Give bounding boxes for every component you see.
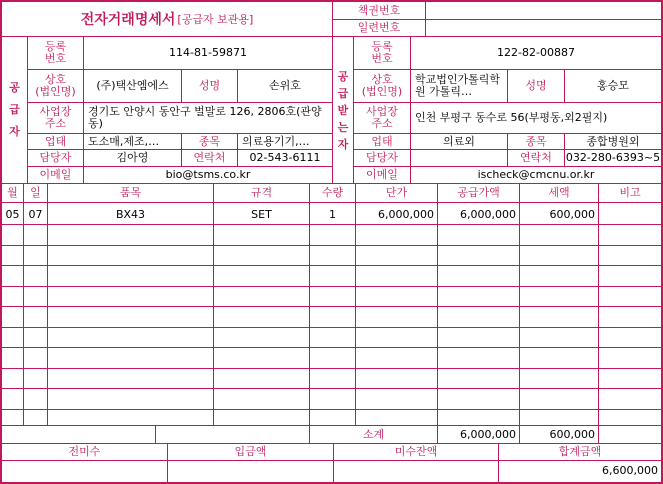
grid-line [27,149,332,150]
col-supply-header: 공급가액 [457,186,500,199]
grid-line [425,0,426,36]
item-qty: 1 [329,207,336,221]
col-tax-header: 세액 [548,186,570,199]
grid-line [0,202,663,203]
grid-line [355,183,356,425]
supplier-name: (주)택산엠에스 [96,79,169,92]
grid-line [353,133,663,134]
receiver-addr-label: 사업장 주소 [366,105,398,130]
supplier-biz-item-label: 종목 [198,134,221,148]
grid-line [353,166,663,167]
unpaid-value [2,461,167,481]
receiver-reg-label: 등록 번호 [371,40,393,65]
item-spec: SET [251,207,272,221]
book-no-label: 책권번호 [357,3,401,17]
receiver-contact-label: 담당자 [366,151,398,164]
receiver-reg-no: 122-82-00887 [497,46,575,59]
supplier-biz-type: 도소매,제조,… [88,134,160,148]
grid-line [353,36,354,183]
deposit-value [168,461,333,481]
grid-line [507,133,508,166]
supplier-contact-label: 담당자 [39,151,72,164]
grid-line [0,265,663,266]
grid-line [353,102,663,103]
item-unit-price: 6,000,000 [378,207,434,221]
receiver-side-label: 공 급 받 는 자 [337,69,349,151]
col-day-header: 일 [30,186,41,199]
serial-no-label: 일련번호 [357,20,401,34]
grid-line [498,443,499,484]
col-product-header: 품목 [119,186,142,199]
receiver-biz-type-label: 업태 [371,134,393,148]
item-product: BX43 [115,207,146,221]
grid-line [519,425,520,443]
grid-line [353,149,663,150]
receiver-phone-label: 연락처 [520,151,552,164]
supplier-phone: 02-543-6111 [249,151,321,164]
receiver-biz-item: 종합병원외 [586,134,640,148]
grid-line [155,425,156,443]
item-supply: 6,000,000 [460,207,516,221]
grid-line [47,183,48,425]
title-text: 전자거래명세서 [80,12,176,28]
serial-no-value [426,19,661,36]
supplier-phone-label: 연락처 [193,151,226,164]
grid-line [332,19,663,20]
col-unit-price-header: 단가 [385,186,408,199]
item-month: 05 [5,207,20,221]
grid-line [353,69,663,70]
receiver-rep-label: 성명 [525,79,547,92]
supplier-addr-label: 사업장 주소 [39,105,72,130]
book-no-value [426,2,661,19]
grid-line [237,133,238,166]
supplier-rep: 손위호 [269,79,301,92]
supplier-biz-type-label: 업태 [44,134,67,148]
receiver-email: ischeck@cmcnu.or.kr [477,168,595,181]
subtotal-supply: 6,000,000 [460,427,516,441]
grid-line [0,183,663,184]
supplier-side-label: 공 급 자 [9,81,20,138]
supplier-reg-no: 114-81-59871 [169,46,247,59]
grid-line [564,133,565,166]
balance-value [334,461,498,481]
grid-line [0,425,663,426]
grid-line [0,443,663,444]
grid-line [309,425,310,443]
grid-line [213,183,214,425]
supplier-email-label: 이메일 [39,168,72,181]
item-note [599,204,661,225]
grid-line [437,425,438,443]
grid-line [564,69,565,102]
grid-line [27,133,332,134]
grid-line [27,36,28,183]
total-value: 6,600,000 [602,464,658,477]
grid-line [332,0,333,184]
grid-line [27,166,332,167]
receiver-address: 인천 부평구 동수로 56(부평동,외2필지) [415,111,608,124]
col-qty-header: 수량 [321,186,344,199]
grid-line [0,327,663,328]
grid-line [437,183,438,425]
subtotal-label: 소계 [362,427,385,441]
grid-line [23,183,24,425]
grid-line [0,245,663,246]
grid-line [83,36,84,183]
item-day: 07 [28,207,43,221]
supplier-biz-item: 의료용기기,… [242,134,310,148]
supplier-email: bio@tsms.co.kr [165,168,251,181]
document-title [2,2,332,36]
col-month-header: 월 [7,186,18,199]
grid-line [333,443,334,484]
grid-line [309,183,310,425]
grid-line [0,460,663,461]
receiver-rep: 홍승모 [597,79,629,92]
total-label: 합계금액 [558,445,602,458]
grid-line [181,133,182,166]
receiver-phone: 032-280-6393~5 [565,151,661,164]
supplier-reg-label: 등록 번호 [44,40,67,65]
grid-line [27,102,332,103]
supplier-contact: 김아영 [116,151,149,164]
subtitle-text: [공급자 보관용] [177,13,254,26]
grid-line [27,69,332,70]
grid-line [0,286,663,287]
receiver-name-label: 상호 (법인명) [361,73,403,98]
grid-line [0,388,663,389]
receiver-biz-item-label: 종목 [525,134,547,148]
grid-line [0,409,663,410]
grid-line [410,36,411,183]
receiver-contact [411,150,507,166]
supplier-rep-label: 성명 [198,79,221,92]
item-tax: 600,000 [549,207,595,221]
grid-line [181,69,182,102]
supplier-address: 경기도 안양시 동안구 벌말로 126, 2806호(관양동) [88,105,322,130]
grid-line [598,425,599,443]
col-note-header: 비고 [619,186,641,199]
balance-label: 미수잔액 [394,445,438,458]
grid-line [167,443,168,484]
grid-line [507,69,508,102]
supplier-name-label: 상호 (법인명) [35,73,76,98]
grid-line [237,69,238,102]
receiver-name: 학교법인가톨릭학원 가톨릭… [415,73,501,98]
grid-line [0,224,663,225]
grid-line [519,183,520,425]
grid-line [0,368,663,369]
deposit-label: 입금액 [234,445,267,458]
receiver-email-label: 이메일 [366,168,398,181]
grid-line [598,183,599,425]
unpaid-label: 전미수 [68,445,101,458]
col-spec-header: 규격 [250,186,273,199]
grid-line [0,306,663,307]
subtotal-tax: 600,000 [549,427,595,441]
receiver-biz-type: 의료외 [443,134,475,148]
grid-line [0,347,663,348]
